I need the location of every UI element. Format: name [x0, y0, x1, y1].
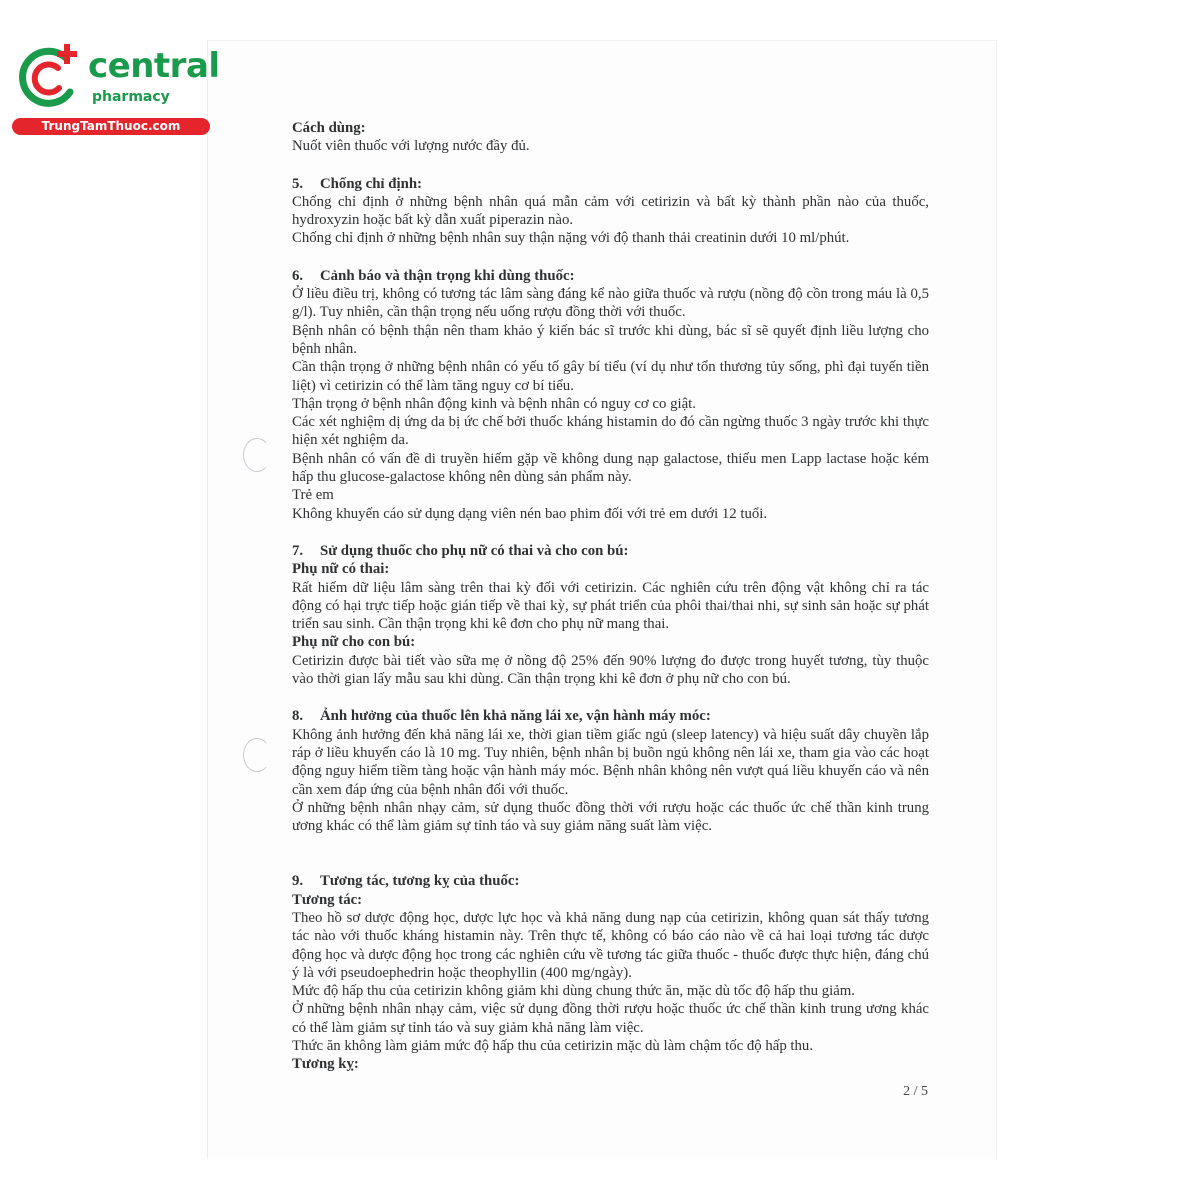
- brand-website: TrungTamThuoc.com: [12, 118, 210, 135]
- section-7-subheading: Phụ nữ có thai:: [292, 561, 390, 578]
- document-body: [292, 119, 929, 1074]
- section-6-paragraph: Cần thận trọng ở những bệnh nhân có yếu tố gây bí tiểu (ví dụ như tổn thương tủy sống, phì đại tuyến tiền liệt) vì cetirizin có thể làm tăng nguy cơ bí tiểu.: [292, 359, 929, 394]
- section-9-paragraph: Mức độ hấp thu của cetirizin không giảm khi dùng chung thức ăn, mặc dù tốc độ hấp thu giảm.: [292, 983, 855, 1000]
- section-7-paragraph: Rất hiếm dữ liệu lâm sàng trên thai kỳ đối với cetirizin. Các nghiên cứu trên động vật không chỉ ra tác động có hại trực tiếp hoặc gián tiếp về thai kỳ, sự phát triển của phôi thai/thai nhi, sự sinh sản hoặc sự phát triển sau sinh. Cần thận trọng khi kê đơn cho phụ nữ mang thai.: [292, 579, 929, 633]
- section-8-paragraph: Ở những bệnh nhân nhạy cảm, sử dụng thuốc đồng thời với rượu hoặc các thuốc ức chế thần kinh trung ương khác có thể làm giảm sự tỉnh táo và suy giảm năng suất làm việc.: [292, 799, 929, 835]
- section-6-paragraph: Không khuyến cáo sử dụng dạng viên nén bao phim đối với trẻ em dưới 12 tuổi.: [292, 505, 768, 522]
- section-5-paragraph: Chống chỉ định ở những bệnh nhân quá mẫn cảm với cetirizin và bất kỳ thành phần nào của thuốc, hydroxyzin hoặc bất kỳ dẫn xuất piperazin nào.: [292, 193, 929, 229]
- section-9-paragraph: Ở những bệnh nhân nhạy cảm, việc sử dụng đồng thời rượu hoặc thuốc ức chế thần kinh trung ương khác có thể làm giảm sự tỉnh táo và suy giảm khả năng làm việc.: [292, 1001, 929, 1036]
- section-9-heading: 9. Tương tác, tương kỵ của thuốc:: [292, 873, 520, 890]
- section-7-paragraph: Cetirizin được bài tiết vào sữa mẹ ở nồng độ 25% đến 90% lượng đo được trong huyết tương, tùy thuộc vào thời gian lấy mẫu sau khi dùng. Cần thận trọng khi kê đơn ở phụ nữ cho con bú.: [292, 652, 929, 688]
- usage-text: Nuốt viên thuốc với lượng nước đầy đủ.: [292, 138, 530, 155]
- section-7-heading: 7. Sử dụng thuốc cho phụ nữ có thai và cho con bú:: [292, 542, 629, 559]
- usage-heading: Cách dùng:: [292, 120, 366, 136]
- section-9-subheading: Tương kỵ:: [292, 1056, 359, 1073]
- section-5-paragraph: Chống chỉ định ở những bệnh nhân suy thận nặng với độ thanh thải creatinin dưới 10 ml/phút.: [292, 230, 850, 247]
- section-6-paragraph: Ở liều điều trị, không có tương tác lâm sàng đáng kể nào giữa thuốc và rượu (nồng độ cồn trong máu là 0,5 g/l). Tuy nhiên, cần thận trọng nếu uống rượu đồng thời với thuốc.: [292, 286, 929, 321]
- brand-subtitle: pharmacy: [92, 89, 170, 105]
- pharmacy-cross-logo-icon: [10, 38, 90, 118]
- section-5-heading: 5. Chống chỉ định:: [292, 175, 422, 192]
- section-8-heading: 8. Ảnh hưởng của thuốc lên khả năng lái xe, vận hành máy móc:: [292, 708, 711, 725]
- section-6-paragraph: Bệnh nhân có bệnh thận nên tham khảo ý kiến bác sĩ trước khi dùng, bác sĩ sẽ quyết định liều lượng cho bệnh nhân.: [292, 322, 929, 357]
- section-6-heading: 6. Cảnh báo và thận trọng khi dùng thuốc:: [292, 267, 575, 284]
- brand-name: central: [88, 46, 220, 86]
- punch-hole-mark: [243, 738, 271, 772]
- section-6-paragraph: Thận trọng ở bệnh nhân động kinh và bệnh nhân có nguy cơ co giật.: [292, 395, 696, 412]
- section-6-paragraph: Trẻ em: [292, 487, 334, 504]
- section-6-paragraph: Các xét nghiệm dị ứng da bị ức chế bởi thuốc kháng histamin do đó cần ngừng thuốc 3 ngày trước khi thực hiện xét nghiệm da.: [292, 414, 929, 449]
- punch-hole-mark: [243, 438, 271, 472]
- page-number: 2 / 5: [903, 1084, 928, 1099]
- section-9-subheading: Tương tác:: [292, 891, 363, 908]
- section-7-subheading: Phụ nữ cho con bú:: [292, 634, 416, 651]
- section-8-paragraph: Không ảnh hưởng đến khả năng lái xe, thời gian tiềm giấc ngủ (sleep latency) và hiệu suất dây chuyền lắp ráp ở liều khuyến cáo là 10 mg. Tuy nhiên, bệnh nhân bị buồn ngủ không nên lái xe, tham gia vào các hoạt động nguy hiểm tiềm tàng hoặc vận hành máy móc. Bệnh nhân không nên vượt quá liều khuyến cáo và nên cần xem đáp ứng của bệnh nhân đối với thuốc.: [292, 726, 929, 798]
- section-9-paragraph: Thức ăn không làm giảm mức độ hấp thu của cetirizin mặc dù làm chậm tốc độ hấp thu.: [292, 1038, 814, 1055]
- section-6-paragraph: Bệnh nhân có vấn đề di truyền hiếm gặp về không dung nạp galactose, thiếu men Lapp lactase hoặc kém hấp thu glucose-galactose không nên dùng sản phẩm này.: [292, 450, 929, 486]
- section-9-paragraph: Theo hồ sơ dược động học, dược lực học và khả năng dung nạp của cetirizin, không quan sát thấy tương tác nào với thuốc kháng histamin này. Trên thực tế, không có báo cáo nào về cả hai loại tương tác dược động học và dược động học trong các nghiên cứu về tương tác giữa thuốc - thuốc được thực hiện, đáng chú ý là với pseudoephedrin hoặc theophyllin (400 mg/ngày).: [292, 909, 929, 981]
